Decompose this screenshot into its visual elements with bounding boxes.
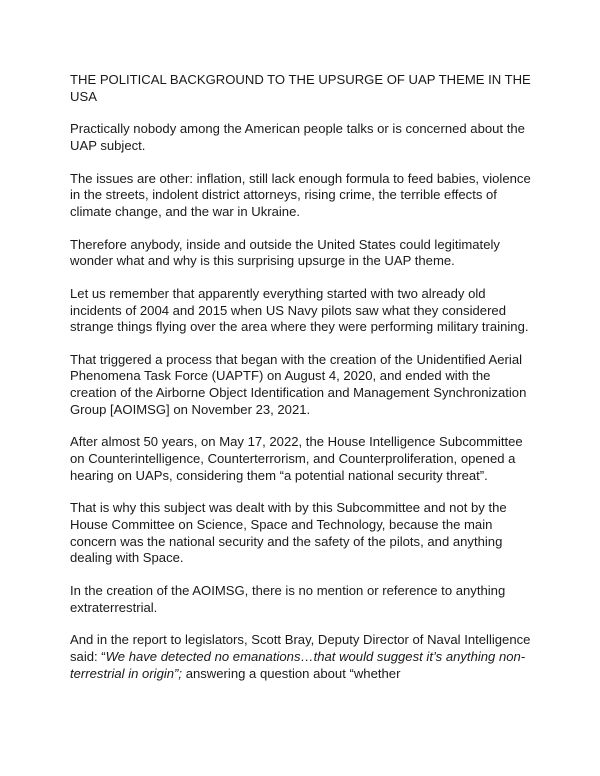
- quoted-statement: We have detected no emanations…that would suggest it’s anything non-terrestrial in origin”;: [70, 648, 526, 681]
- document-title: THE POLITICAL BACKGROUND TO THE UPSURGE OF UAP THEME IN THE USA: [70, 72, 531, 104]
- document-body: [70, 72, 540, 698]
- paragraph: The issues are other: inflation, still lack enough formula to feed babies, violence in the streets, indolent district attorneys, rising crime, the terrible effects of climate change, and the war in Ukraine.: [70, 170, 531, 219]
- paragraph: Practically nobody among the American people talks or is concerned about the UAP subject.: [70, 121, 525, 153]
- paragraph: After almost 50 years, on May 17, 2022, the House Intelligence Subcommittee on Counterintelligence, Counterterrorism, and Counterproliferation, opened a hearing on UAPs, considering them “a potential national security threat”.: [70, 434, 523, 483]
- paragraph: That triggered a process that began with the creation of the Unidentified Aerial Phenomena Task Force (UAPTF) on August 4, 2020, and ended with the creation of the Airborne Object Identification and Management Synchronization Group [AOIMSG] on November 23, 2021.: [70, 351, 527, 417]
- paragraph: In the creation of the AOIMSG, there is no mention or reference to anything extraterrestrial.: [70, 582, 506, 615]
- paragraph: Let us remember that apparently everything started with two already old incidents of 2004 and 2015 when US Navy pilots saw what they considered strange things flying over the area where they were performing military training.: [70, 285, 529, 335]
- paragraph-text: And in the report to legislators, Scott Bray, Deputy Director of Naval Intelligence said: “: [70, 632, 531, 664]
- paragraph-with-quote: [70, 632, 540, 682]
- paragraph: Therefore anybody, inside and outside the United States could legitimately wonder what and why is this surprising upsurge in the UAP theme.: [70, 236, 500, 269]
- paragraph-text: answering a question about “whether: [182, 665, 401, 681]
- paragraph: That is why this subject was dealt with by this Subcommittee and not by the House Committee on Science, Space and Technology, because the main concern was the national security and the safety of the pilots, and anything dealing with Space.: [70, 500, 507, 566]
